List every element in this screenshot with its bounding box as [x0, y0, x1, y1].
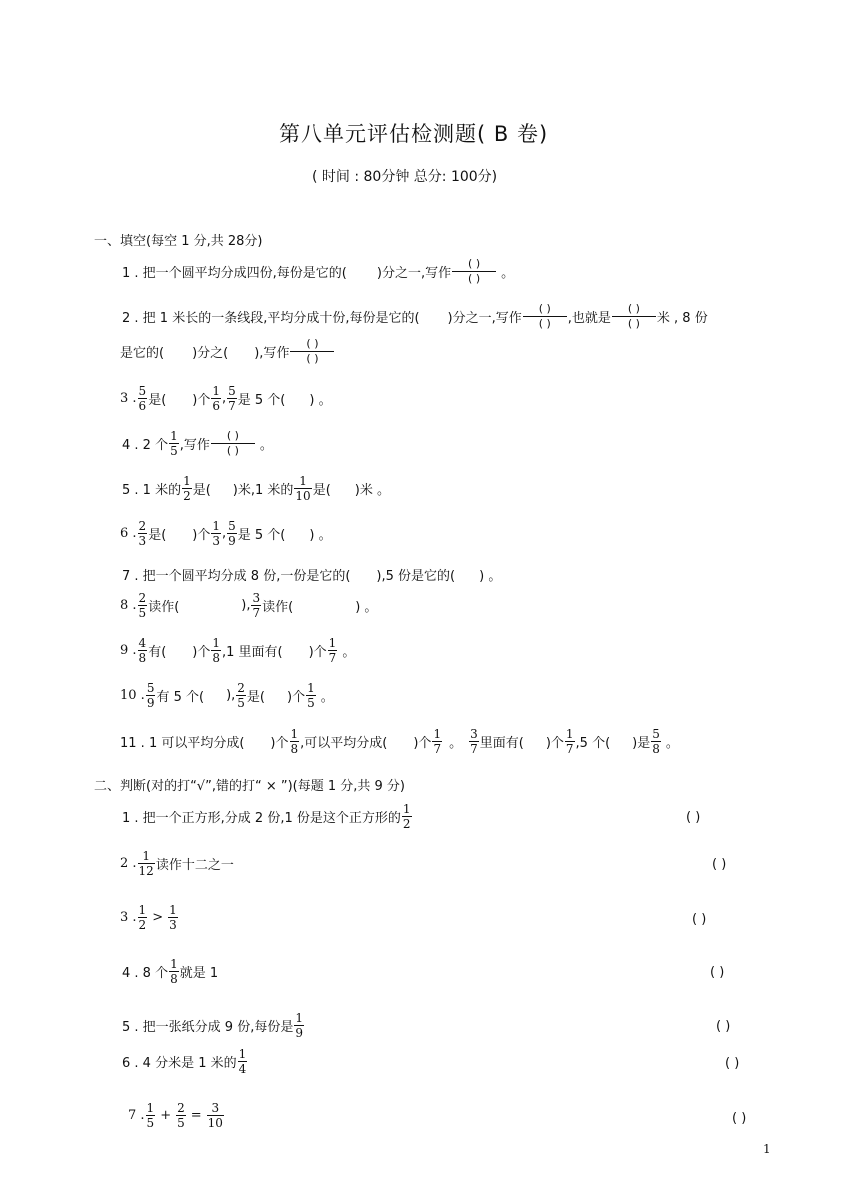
fraction: $\frac{1}{3}$ [212, 519, 220, 548]
fraction: $\frac{1}{5}$ [170, 429, 178, 458]
fraction: $\frac{1}{5}$ [307, 681, 315, 710]
fraction: $\frac{1}{8}$ [212, 636, 220, 665]
fraction: $\frac{5}{9}$ [228, 519, 236, 548]
judge-question-3: 3 . $\frac{1}{2}$ > $\frac{1}{3}$ [120, 903, 177, 932]
fraction: $\frac{1}{2}$ [183, 474, 191, 503]
judge-question-4: 4 . 8 个 $\frac{1}{8}$ 就是 1 [122, 957, 219, 986]
question-1-5: 5 . 1 米的 $\frac{1}{2}$ 是( )米,1 米的 $\frac{1}{10}$ 是( )米 。 [122, 474, 390, 503]
question-1-10: 10 . $\frac{5}{9}$ 有 5 个( ), $\frac{2}{5}$ 是( )个 $\frac{1}{5}$ 。 [120, 681, 334, 710]
fraction: $\frac{4}{8}$ [138, 636, 147, 665]
fraction: $\frac{3}{7}$ [252, 591, 261, 620]
fraction: $\frac{3}{7}$ [470, 727, 478, 756]
answer-fraction-blank[interactable]: ( ) ( ) [211, 430, 255, 457]
judge-question-1: 1 . 把一个正方形,分成 2 份,1 份是这个正方形的 $\frac{1}{2}$ [122, 802, 411, 831]
answer-fraction-blank[interactable]: ( ) ( ) [612, 303, 656, 330]
fraction: $\frac{1}{8}$ [290, 727, 299, 756]
section-2-heading: 二、判断(对的打“√”,错的打“ × ”)(每题 1 分,共 9 分) [94, 779, 406, 794]
fraction: $\frac{1}{12}$ [138, 849, 154, 878]
fraction: $\frac{1}{5}$ [146, 1101, 155, 1130]
judge-question-6: 6 . 4 分米是 1 米的 $\frac{1}{4}$ [122, 1047, 247, 1076]
answer-fraction-blank[interactable]: ( ) ( ) [290, 338, 334, 365]
answer-paren[interactable]: ( ) [725, 1056, 740, 1071]
fraction: $\frac{1}{10}$ [295, 474, 311, 503]
exam-info: ( 时间 : 80分钟 总分: 100分) [312, 169, 498, 185]
section-1-heading: 一、填空(每空 1 分,共 28分) [94, 234, 263, 249]
question-1-8: 8 . $\frac{2}{5}$ 读作( ), $\frac{3}{7}$ 读作( ) 。 [120, 591, 378, 620]
fraction: $\frac{1}{2}$ [402, 802, 411, 831]
judge-question-2: 2 . $\frac{1}{12}$ 读作十二之一 [120, 849, 234, 878]
fraction: $\frac{1}{4}$ [238, 1047, 247, 1076]
answer-paren[interactable]: ( ) [712, 857, 727, 872]
question-1-3: 3 . $\frac{5}{6}$ 是( )个 $\frac{1}{6}$ , $\frac{5}{7}$ 是 5 个( ) 。 [120, 384, 332, 413]
question-1-7: 7 . 把一个圆平均分成 8 份,一份是它的( ),5 份是它的( ) 。 [122, 569, 502, 584]
judge-question-5: 5 . 把一张纸分成 9 份,每份是 $\frac{1}{9}$ [122, 1011, 303, 1040]
question-1-6: 6 . $\frac{2}{3}$ 是( )个 $\frac{1}{3}$ , $\frac{5}{9}$ 是 5 个( ) 。 [120, 519, 332, 548]
fraction: $\frac{1}{6}$ [212, 384, 220, 413]
answer-paren[interactable]: ( ) [710, 965, 725, 980]
fraction: $\frac{1}{9}$ [295, 1011, 303, 1040]
judge-question-7: 7 . $\frac{1}{5}$ + $\frac{2}{5}$ = $\frac{3}{10}$ [128, 1101, 223, 1130]
fraction: $\frac{2}{5}$ [177, 1101, 185, 1130]
question-1-9: 9 . $\frac{4}{8}$ 有( )个 $\frac{1}{8}$ ,1 里面有( )个 $\frac{1}{7}$ 。 [120, 636, 356, 665]
fraction: $\frac{1}{7}$ [565, 727, 574, 756]
fraction: $\frac{1}{7}$ [328, 636, 337, 665]
fraction: $\frac{1}{8}$ [170, 957, 178, 986]
question-1-11: 11 . 1 可以平均分成( )个 $\frac{1}{8}$ ,可以平均分成( )个 $\frac{1}{7}$ 。 $\frac{3}{7}$ 里面有( )个 $\frac{1}{7}$ ,5 个( )是 $\frac{5}{8}$ 。 [120, 727, 679, 756]
fraction: $\frac{5}{8}$ [652, 727, 660, 756]
answer-fraction-blank[interactable]: ( ) ( ) [452, 258, 496, 285]
fraction: $\frac{5}{9}$ [146, 681, 155, 710]
question-1-1: 1 . 把一个圆平均分成四份,每份是它的( )分之一,写作 ( ) ( ) 。 [122, 257, 515, 285]
fraction: $\frac{2}{3}$ [138, 519, 147, 548]
answer-paren[interactable]: ( ) [692, 912, 707, 927]
question-1-2-cont: 是它的( )分之( ),写作 ( ) ( ) [120, 338, 335, 365]
fraction: $\frac{3}{10}$ [207, 1101, 223, 1130]
answer-paren[interactable]: ( ) [686, 810, 701, 825]
fraction: $\frac{1}{2}$ [138, 903, 147, 932]
fraction: $\frac{5}{6}$ [138, 384, 147, 413]
answer-fraction-blank[interactable]: ( ) ( ) [523, 303, 567, 330]
question-1-2: 2 . 把 1 米长的一条线段,平均分成十份,每份是它的( )分之一,写作 ( ) ( ) ,也就是 ( ) ( ) 米 , 8 份 [122, 302, 708, 330]
answer-paren[interactable]: ( ) [716, 1019, 731, 1034]
question-1-4: 4 . 2 个 $\frac{1}{5}$ ,写作 ( ) ( ) 。 [122, 429, 273, 458]
fraction: $\frac{2}{5}$ [138, 591, 147, 620]
fraction: $\frac{1}{3}$ [169, 903, 177, 932]
fraction: $\frac{2}{5}$ [237, 681, 245, 710]
fraction: $\frac{5}{7}$ [228, 384, 236, 413]
answer-paren[interactable]: ( ) [732, 1111, 747, 1126]
page-title: 第八单元评估检测题( B 卷) [279, 122, 549, 146]
fraction: $\frac{1}{7}$ [433, 727, 442, 756]
page-number: 1 [763, 1142, 771, 1156]
